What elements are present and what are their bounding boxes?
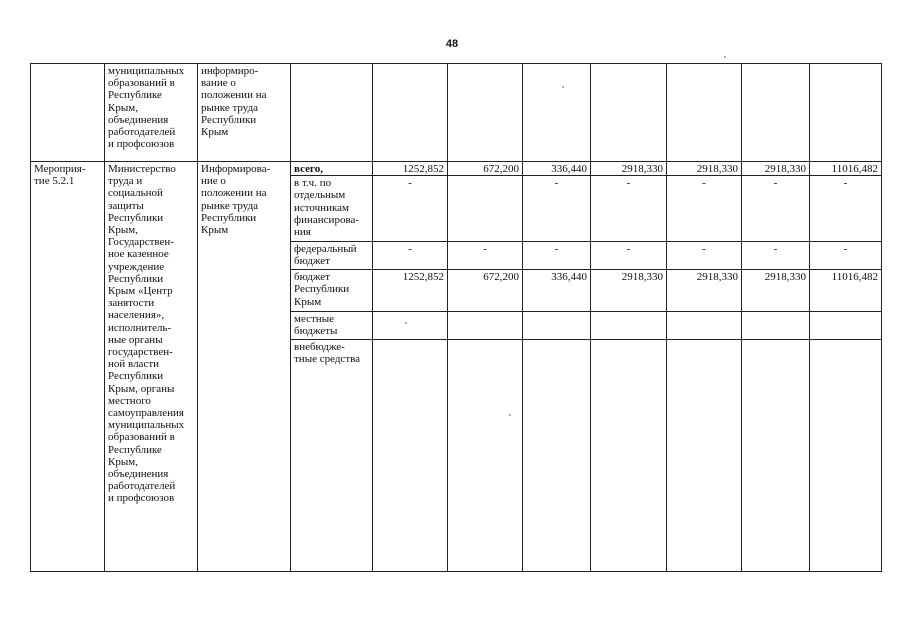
value-cell: - <box>591 176 667 242</box>
value-cell: 2918,330 <box>667 270 742 312</box>
value-cell: - <box>810 176 882 242</box>
value-cell: - <box>523 242 591 270</box>
value-cell <box>448 312 523 340</box>
value-cell: 672,200 <box>448 270 523 312</box>
value-cell <box>448 340 523 572</box>
value-cell <box>742 312 810 340</box>
source-cell: в т.ч. по отдельным источникам финансирова- ния <box>291 176 373 242</box>
value-cell: 2918,330 <box>742 270 810 312</box>
value-cell <box>523 340 591 572</box>
scan-speck <box>405 322 407 324</box>
source-cell: местные бюджеты <box>291 312 373 340</box>
measure-executor-cell: Министерство труда и социальной защиты Республики Крым, Государствен- ное казенное учреждение Республики Крым «Центр занятости населения», исполнитель- ные органы государствен- ной власти Республики Крым, органы местного самоуправления муниципальных образований в Республике Крым, объединения работодателей и профсоюзов <box>105 162 198 572</box>
cont-source-cell <box>291 64 373 162</box>
page-number: 48 <box>445 38 459 50</box>
value-cell: 1252,852 <box>373 162 448 176</box>
cont-value-cell <box>591 64 667 162</box>
cont-value-cell <box>742 64 810 162</box>
cont-value-cell <box>373 64 448 162</box>
value-cell <box>742 340 810 572</box>
measure-result-cell: Информирова- ние о положении на рынке труда Республики Крым <box>198 162 291 572</box>
value-cell: 1252,852 <box>373 270 448 312</box>
value-cell: 336,440 <box>523 270 591 312</box>
measure-label-cell: Мероприя- тие 5.2.1 <box>31 162 105 572</box>
table-row <box>31 162 882 176</box>
value-cell: - <box>373 242 448 270</box>
value-cell <box>667 312 742 340</box>
value-cell: 336,440 <box>523 162 591 176</box>
value-cell: 2918,330 <box>591 270 667 312</box>
value-cell <box>810 312 882 340</box>
continuation-row <box>31 64 882 162</box>
value-cell <box>448 176 523 242</box>
value-cell <box>373 340 448 572</box>
value-cell: - <box>742 176 810 242</box>
financing-table <box>30 63 882 572</box>
source-cell: всего, <box>291 162 373 176</box>
source-cell: внебюдже- тные средства <box>291 340 373 572</box>
value-cell: 11016,482 <box>810 162 882 176</box>
value-cell: 672,200 <box>448 162 523 176</box>
scan-speck <box>562 86 564 88</box>
value-cell: - <box>667 242 742 270</box>
source-cell: федеральный бюджет <box>291 242 373 270</box>
value-cell <box>810 340 882 572</box>
value-cell: - <box>591 242 667 270</box>
value-cell: - <box>667 176 742 242</box>
value-cell <box>373 312 448 340</box>
value-cell: - <box>373 176 448 242</box>
value-cell: - <box>810 242 882 270</box>
value-cell: - <box>523 176 591 242</box>
value-cell: - <box>448 242 523 270</box>
cont-result-cell: информиро- вание о положении на рынке труда Республики Крым <box>198 64 291 162</box>
scan-speck <box>724 56 726 58</box>
cont-executor-cell: муниципальных образований в Республике Крым, объединения работодателей и профсоюзов <box>105 64 198 162</box>
cont-value-cell <box>523 64 591 162</box>
cont-value-cell <box>810 64 882 162</box>
value-cell: 2918,330 <box>667 162 742 176</box>
cont-value-cell <box>667 64 742 162</box>
value-cell <box>523 312 591 340</box>
value-cell: - <box>742 242 810 270</box>
cont-label-cell <box>31 64 105 162</box>
scan-speck <box>509 414 511 416</box>
value-cell: 2918,330 <box>591 162 667 176</box>
cont-value-cell <box>448 64 523 162</box>
source-cell: бюджет Республики Крым <box>291 270 373 312</box>
value-cell <box>591 340 667 572</box>
value-cell: 2918,330 <box>742 162 810 176</box>
value-cell <box>591 312 667 340</box>
value-cell <box>667 340 742 572</box>
value-cell: 11016,482 <box>810 270 882 312</box>
